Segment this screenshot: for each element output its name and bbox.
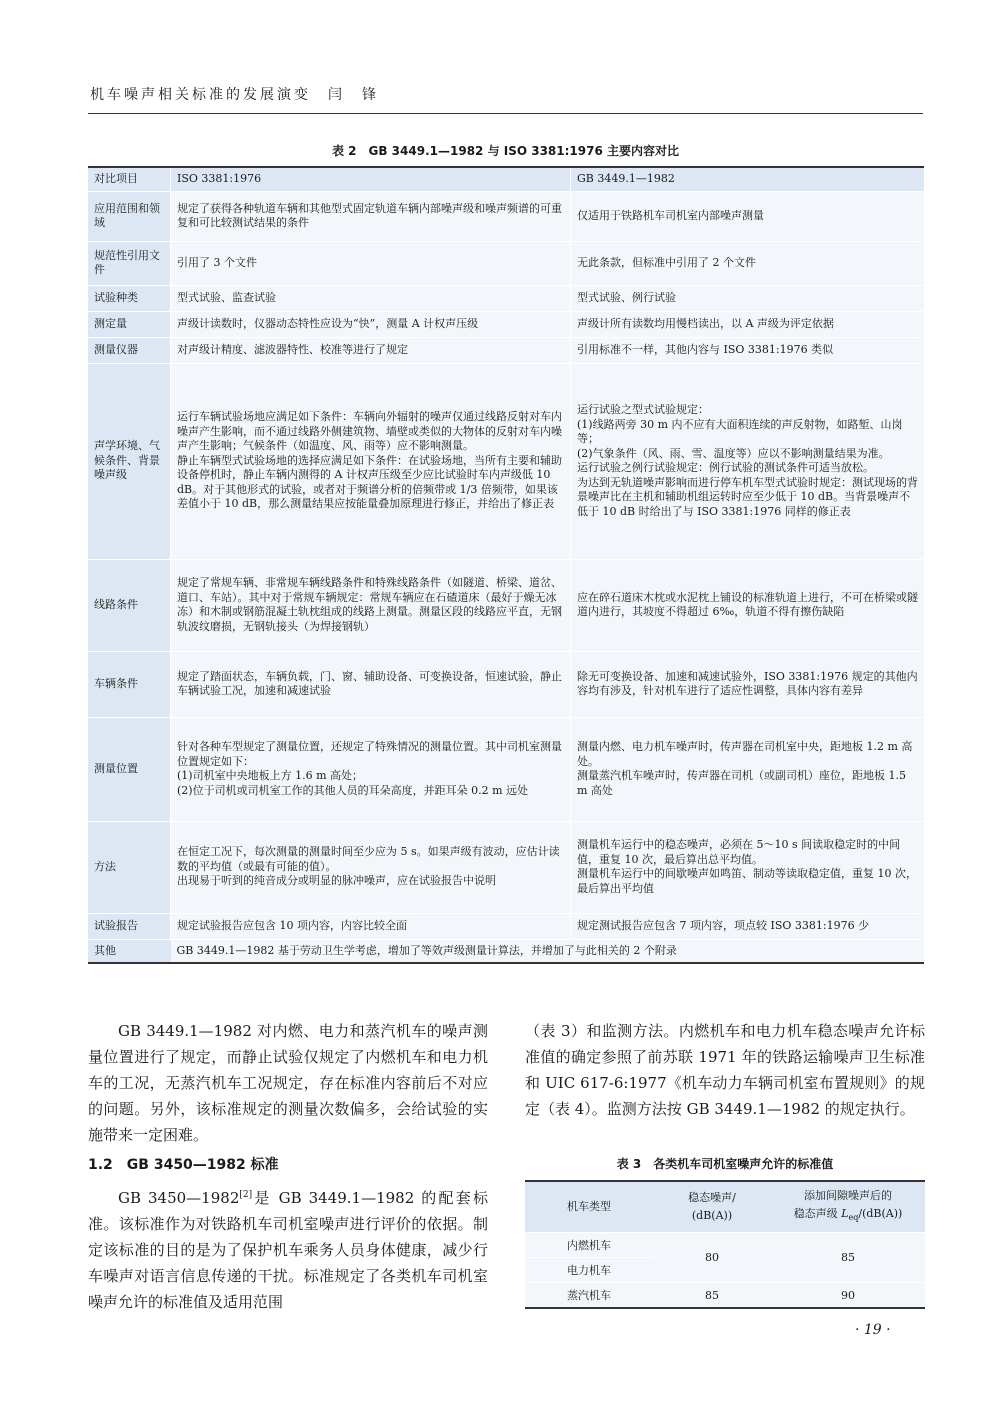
- table2-gb-cell: 测量机车运行中的稳态噪声，必须在 5～10 s 间读取稳定时的中间值，重复 10 次，最后算出总平均值。 测量机车运行中的间歇噪声如鸣笛、制动等读取稳定值，重复 10 次，最后算出平均值: [571, 821, 925, 913]
- table2-item: 试验报告: [88, 913, 171, 939]
- table2-iso-cell: 型式试验、监查试验: [171, 285, 571, 311]
- table2-row: [88, 559, 924, 651]
- table2-iso-cell: 引用了 3 个文件: [171, 241, 571, 285]
- right-column: [525, 1018, 925, 1122]
- header-symbol: L: [841, 1206, 849, 1220]
- table2-iso-cell: 针对各种车型规定了测量位置，还规定了特殊情况的测量位置。其中司机室测量位置规定如下： (1)司机室中央地板上方 1.6 m 高处； (2)位于司机或司机室工作的其他人员的耳朵高度，并距耳朵 0.2 m 远处: [171, 717, 571, 821]
- header-text: 稳态噪声/: [688, 1191, 736, 1204]
- table2-row: [88, 913, 924, 939]
- table2-header-cell: GB 3449.1—1982: [571, 167, 925, 191]
- table2-iso-cell: 声级计读数时，仪器动态特性应设为“快”，测量 A 计权声压级: [171, 311, 571, 337]
- table3-eq-cell: 85: [771, 1233, 925, 1283]
- table3-row: [525, 1283, 925, 1309]
- table2-item: 测量仪器: [88, 337, 171, 363]
- citation-ref: [2]: [239, 1190, 253, 1200]
- table2-item: 方法: [88, 821, 171, 913]
- table2-gb-cell: 除无可变换设备、加速和减速试验外，ISO 3381:1976 规定的其他内容均有涉及，针对机车进行了适应性调整，具体内容有差异: [571, 651, 925, 717]
- table2-row-other: [88, 939, 924, 963]
- header-subscript: eq: [848, 1213, 859, 1223]
- table2-iso-cell: 在恒定工况下，每次测量的测量时间至少应为 5 s。如果声级有波动，应估计读数的平均值（或最有可能的值）。 出现易于听到的纯音成分或明显的脉冲噪声，应在试验报告中说明: [171, 821, 571, 913]
- table2-row: [88, 241, 924, 285]
- paragraph: （表 3）和监测方法。内燃机车和电力机车稳态噪声允许标准值的确定参照了前苏联 1971 年的铁路运输噪声卫生标准和 UIC 617-6:1977《机车动力车辆司机室布置规则》的规定（表 4）。监测方法按 GB 3449.1—1982 的规定执行。: [525, 1022, 925, 1118]
- page-number: · 19 ·: [855, 1322, 891, 1338]
- table2-row: [88, 821, 924, 913]
- table2-row: [88, 311, 924, 337]
- table2-gb-cell: 应在碎石道床木枕或水泥枕上铺设的标准轨道上进行，不可在桥梁或隧道内进行，其坡度不得超过 6‰，轨道不得有擦伤缺陷: [571, 559, 925, 651]
- paragraph-text: GB 3450—1982: [118, 1189, 240, 1207]
- table2-iso-cell: 规定了踏面状态，车辆负载，门、窗、辅助设备、可变换设备，恒速试验，静止车辆试验工况，加速和减速试验: [171, 651, 571, 717]
- table2-iso-cell: 规定了常规车辆、非常规车辆线路条件和特殊线路条件（如隧道、桥梁、道岔、道口、车站）。其中对于常规车辆规定：常规车辆应在石碴道床（最好于燥无冰冻）和木制或钢筋混凝土轨枕组成的线路上测量。测量区段的线路应平直，无钢轨波纹磨损，无钢轨接头（为焊接钢轨）: [171, 559, 571, 651]
- header-text: 稳态声级: [793, 1206, 842, 1220]
- table3-steady-cell: 85: [653, 1283, 771, 1309]
- header-text: /(dB(A)): [858, 1206, 903, 1220]
- table2-other-cell: GB 3449.1—1982 基于劳动卫生学考虑，增加了等效声级测量计算法，并增加了与此相关的 2 个附录: [171, 939, 925, 963]
- table2-item: 应用范围和领域: [88, 191, 171, 241]
- table2-header-cell: 对比项目: [88, 167, 171, 191]
- header-divider: [88, 113, 923, 114]
- table3-header-cell: [653, 1181, 771, 1233]
- table2-item: 规范性引用文件: [88, 241, 171, 285]
- table3: [525, 1180, 925, 1309]
- left-column: [88, 1018, 488, 1315]
- table2-header-cell: ISO 3381:1976: [171, 167, 571, 191]
- table2-iso-cell: 规定试验报告应包含 10 项内容，内容比较全面: [171, 913, 571, 939]
- table2-item: 试验种类: [88, 285, 171, 311]
- header-text: (dB(A)): [691, 1209, 733, 1222]
- table2-item: 其他: [88, 939, 171, 963]
- section-heading: 1.2 GB 3450—1982 标准: [88, 1157, 279, 1173]
- table2-header-row: [88, 167, 924, 191]
- table3-header-row: [525, 1181, 925, 1233]
- header-text: 添加间隙噪声后的: [804, 1188, 892, 1202]
- table2-gb-cell: 仅适用于铁路机车司机室内部噪声测量: [571, 191, 925, 241]
- table3-eq-cell: 90: [771, 1283, 925, 1309]
- table2-row: [88, 191, 924, 241]
- table2-item: 测定量: [88, 311, 171, 337]
- table3-steady-cell: 80: [653, 1233, 771, 1283]
- table3-caption: 表 3 各类机车司机室噪声允许的标准值: [616, 1157, 834, 1171]
- table2-row: [88, 363, 924, 559]
- table2-gb-cell: 引用标准不一样，其他内容与 ISO 3381:1976 类似: [571, 337, 925, 363]
- paragraph-text: 是 GB 3449.1—1982 的配套标准。该标准作为对铁路机车司机室噪声进行评价的依据。制定该标准的目的是为了保护机车乘务人员身体健康，减少行车噪声对语言信息传递的干扰。标准规定了各类机车司机室噪声允许的标准值及适用范围: [88, 1189, 488, 1311]
- table2-iso-cell: 对声级计精度、滤波器特性、校准等进行了规定: [171, 337, 571, 363]
- table3-type-cell: 内燃机车: [525, 1233, 653, 1258]
- paragraph: GB 3449.1—1982 对内燃、电力和蒸汽机车的噪声测量位置进行了规定，而静止试验仅规定了内燃机车和电力机车的工况，无蒸汽机车工况规定，存在标准内容前后不对应的问题。另外，该标准规定的测量次数偏多，会给试验的实施带来一定困难。: [88, 1022, 488, 1144]
- table2-item: 声学环境、气候条件、背景噪声级: [88, 363, 171, 559]
- table2-row: [88, 717, 924, 821]
- table2: [88, 166, 924, 964]
- table2-row: [88, 651, 924, 717]
- paragraph: [88, 1182, 488, 1315]
- table3-type-cell: 蒸汽机车: [525, 1283, 653, 1309]
- table2-gb-cell: 规定测试报告应包含 7 项内容，项点较 ISO 3381:1976 少: [571, 913, 925, 939]
- table2-item: 测量位置: [88, 717, 171, 821]
- running-header: 机车噪声相关标准的发展演变 闫 锋: [90, 87, 379, 103]
- table3-header-cell: 机车类型: [525, 1181, 653, 1233]
- table2-item: 车辆条件: [88, 651, 171, 717]
- table2-gb-cell: 测量内燃、电力机车噪声时，传声器在司机室中央，距地板 1.2 m 高处。 测量蒸汽机车噪声时，传声器在司机（或副司机）座位，距地板 1.5 m 高处: [571, 717, 925, 821]
- table2-row: [88, 337, 924, 363]
- table2-gb-cell: 运行试验之型式试验规定： (1)线路两旁 30 m 内不应有大面积连续的声反射物，如路堑、山岗等； (2)气象条件（风、雨、雪、温度等）应以不影响测量结果为准。 运行试验之例行试验规定：例行试验的测试条件可适当放松。 为达到无轨道噪声影响而进行停车机车型式试验时规定：测试现场的背景噪声比在主机和辅助机组运转时应至少低于 10 dB。当背景噪声不低于 10 dB 时给出了与 ISO 3381:1976 同样的修正表: [571, 363, 925, 559]
- table2-item: 线路条件: [88, 559, 171, 651]
- table3-header-cell: [771, 1181, 925, 1233]
- table2-gb-cell: 型式试验、例行试验: [571, 285, 925, 311]
- table3-row: [525, 1233, 925, 1258]
- table2-row: [88, 285, 924, 311]
- table2-gb-cell: 声级计所有读数均用慢档读出，以 A 声级为评定依据: [571, 311, 925, 337]
- table2-iso-cell: 运行车辆试验场地应满足如下条件：车辆向外辐射的噪声仅通过线路反射对车内噪声产生影响，而不通过线路外侧建筑物、墙壁或类似的大物体的反射对车内噪声产生影响；气候条件（如温度、风、雨等）应不影响测量。 静止车辆型式试验场地的选择应满足如下条件：在试验场地，当所有主要和辅助设备停机时，静止车辆内测得的 A 计权声压级至少应比试验时车内声级低 10 dB。对于其他形式的试验，或者对于频谱分析的倍频带或 1/3 倍频带，如果该差值小于 10 dB，那么测量结果应按能量叠加原理进行修正，并给出了修正表: [171, 363, 571, 559]
- table2-iso-cell: 规定了获得各种轨道车辆和其他型式固定轨道车辆内部噪声级和噪声频谱的可重复和可比较测试结果的条件: [171, 191, 571, 241]
- table3-type-cell: 电力机车: [525, 1258, 653, 1283]
- table2-caption: 表 2 GB 3449.1—1982 与 ISO 3381:1976 主要内容对比: [331, 144, 680, 158]
- table2-gb-cell: 无此条款，但标准中引用了 2 个文件: [571, 241, 925, 285]
